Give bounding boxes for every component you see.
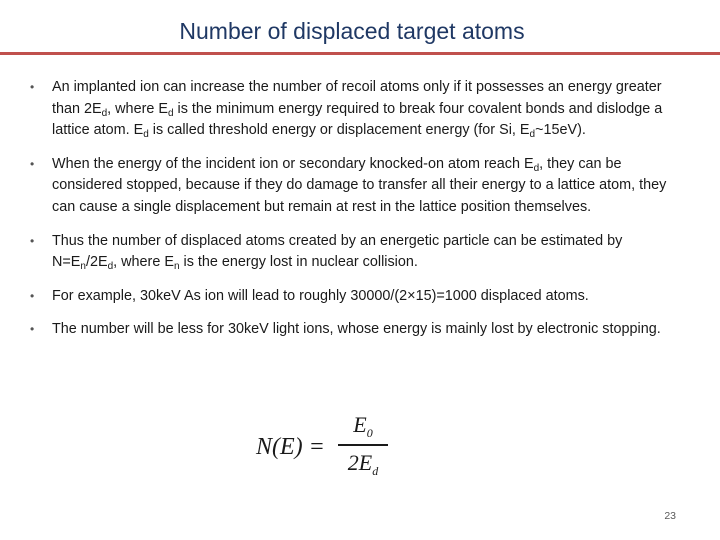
bullet-dot-icon: •	[30, 322, 35, 337]
bullet-dot-icon: •	[30, 156, 35, 171]
bullet-item: • An implanted ion can increase the number of recoil atoms only if it possesses an energy greater than $2E_d$, where $E_d$ is the minimum energy required to break four covalent bonds and dislodge a lattice atom. $E_d$ is called threshold energy or displacement energy (for Si, $E_d\sim 15eV$).	[30, 79, 663, 141]
bullet-dot-icon: •	[30, 80, 35, 94]
bullet-dot-icon: •	[30, 288, 35, 303]
bullet-list	[30, 77, 690, 353]
formula-denominator: $2E_d$	[347, 449, 379, 478]
formula-lhs: N(E) =	[256, 434, 325, 460]
bullet-item: • Thus the number of displaced atoms created by an energetic particle can be estimated by $N=E_n/2E_d$, where $E_n$ is the energy lost in nuclear collision.	[30, 232, 623, 273]
formula-numerator: $E_0$	[353, 412, 373, 440]
fraction-bar	[338, 444, 388, 446]
bullet-item: • The number will be less for 30keV light ions, whose energy is mainly lost by electronic stopping.	[30, 319, 690, 341]
page-number: 23	[664, 510, 676, 522]
slide-title: Number of displaced target atoms	[179, 18, 525, 44]
displacement-formula	[256, 412, 396, 482]
bullet-dot-icon: •	[30, 233, 35, 248]
bullet-item: • For example, 30keV As ion will lead to roughly 30000/(2×15)=1000 displaced atoms.	[30, 286, 690, 308]
title-underline	[0, 52, 720, 55]
formula-fraction	[338, 412, 388, 476]
bullet-item: • When the energy of the incident ion or secondary knocked-on atom reach $E_d$, they can be considered stopped, because if they do damage to transfer all their energy to a lattice atom, they can cause a single displacement but remain at rest in the lattice position themselves.	[30, 155, 667, 215]
